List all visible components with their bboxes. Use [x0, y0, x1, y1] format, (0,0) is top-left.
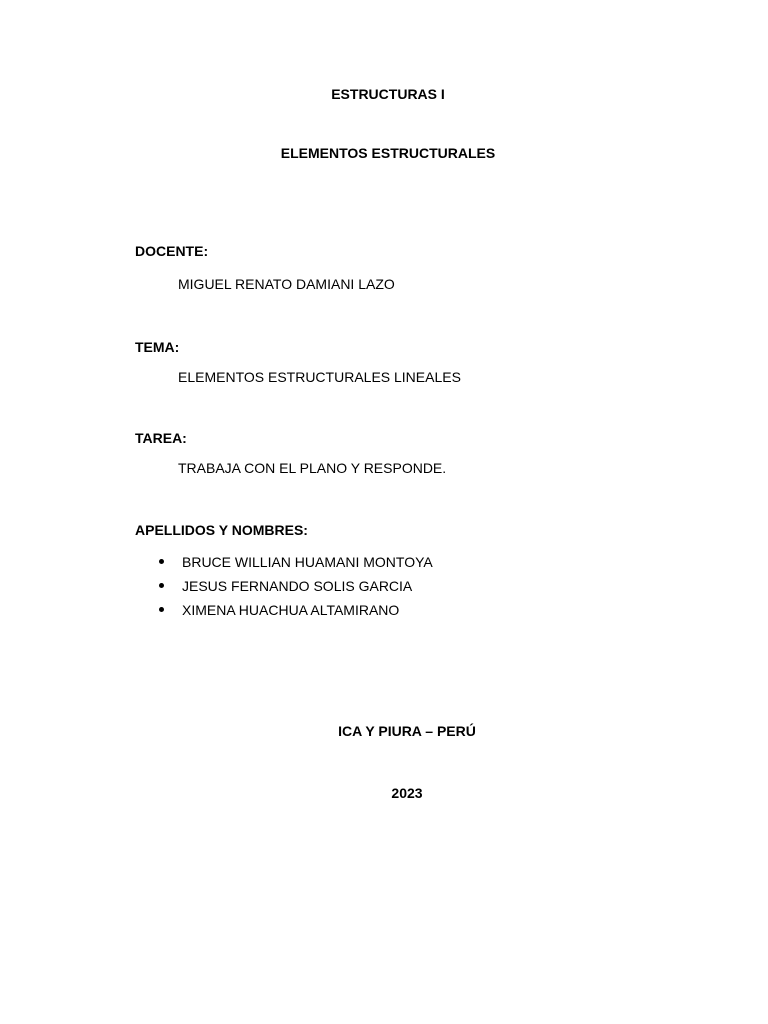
bullet-icon: [159, 607, 164, 612]
tema-label: TEMA:: [135, 339, 180, 355]
location-text: ICA Y PIURA – PERÚ: [338, 723, 476, 739]
student-name: XIMENA HUACHUA ALTAMIRANO: [182, 602, 400, 618]
students-label: APELLIDOS Y NOMBRES:: [135, 522, 308, 538]
student-name: BRUCE WILLIAN HUAMANI MONTOYA: [182, 554, 433, 570]
tarea-value: TRABAJA CON EL PLANO Y RESPONDE.: [178, 460, 447, 476]
docente-value: MIGUEL RENATO DAMIANI LAZO: [178, 276, 395, 292]
docente-label: DOCENTE:: [135, 243, 209, 259]
year-text: 2023: [391, 785, 423, 801]
bullet-icon: [159, 583, 164, 588]
document-subtitle: ELEMENTOS ESTRUCTURALES: [280, 145, 496, 161]
course-title: ESTRUCTURAS I: [331, 86, 445, 102]
tarea-label: TAREA:: [135, 430, 187, 446]
student-name: JESUS FERNANDO SOLIS GARCIA: [182, 578, 413, 594]
bullet-icon: [159, 559, 164, 564]
tema-value: ELEMENTOS ESTRUCTURALES LINEALES: [178, 369, 461, 385]
